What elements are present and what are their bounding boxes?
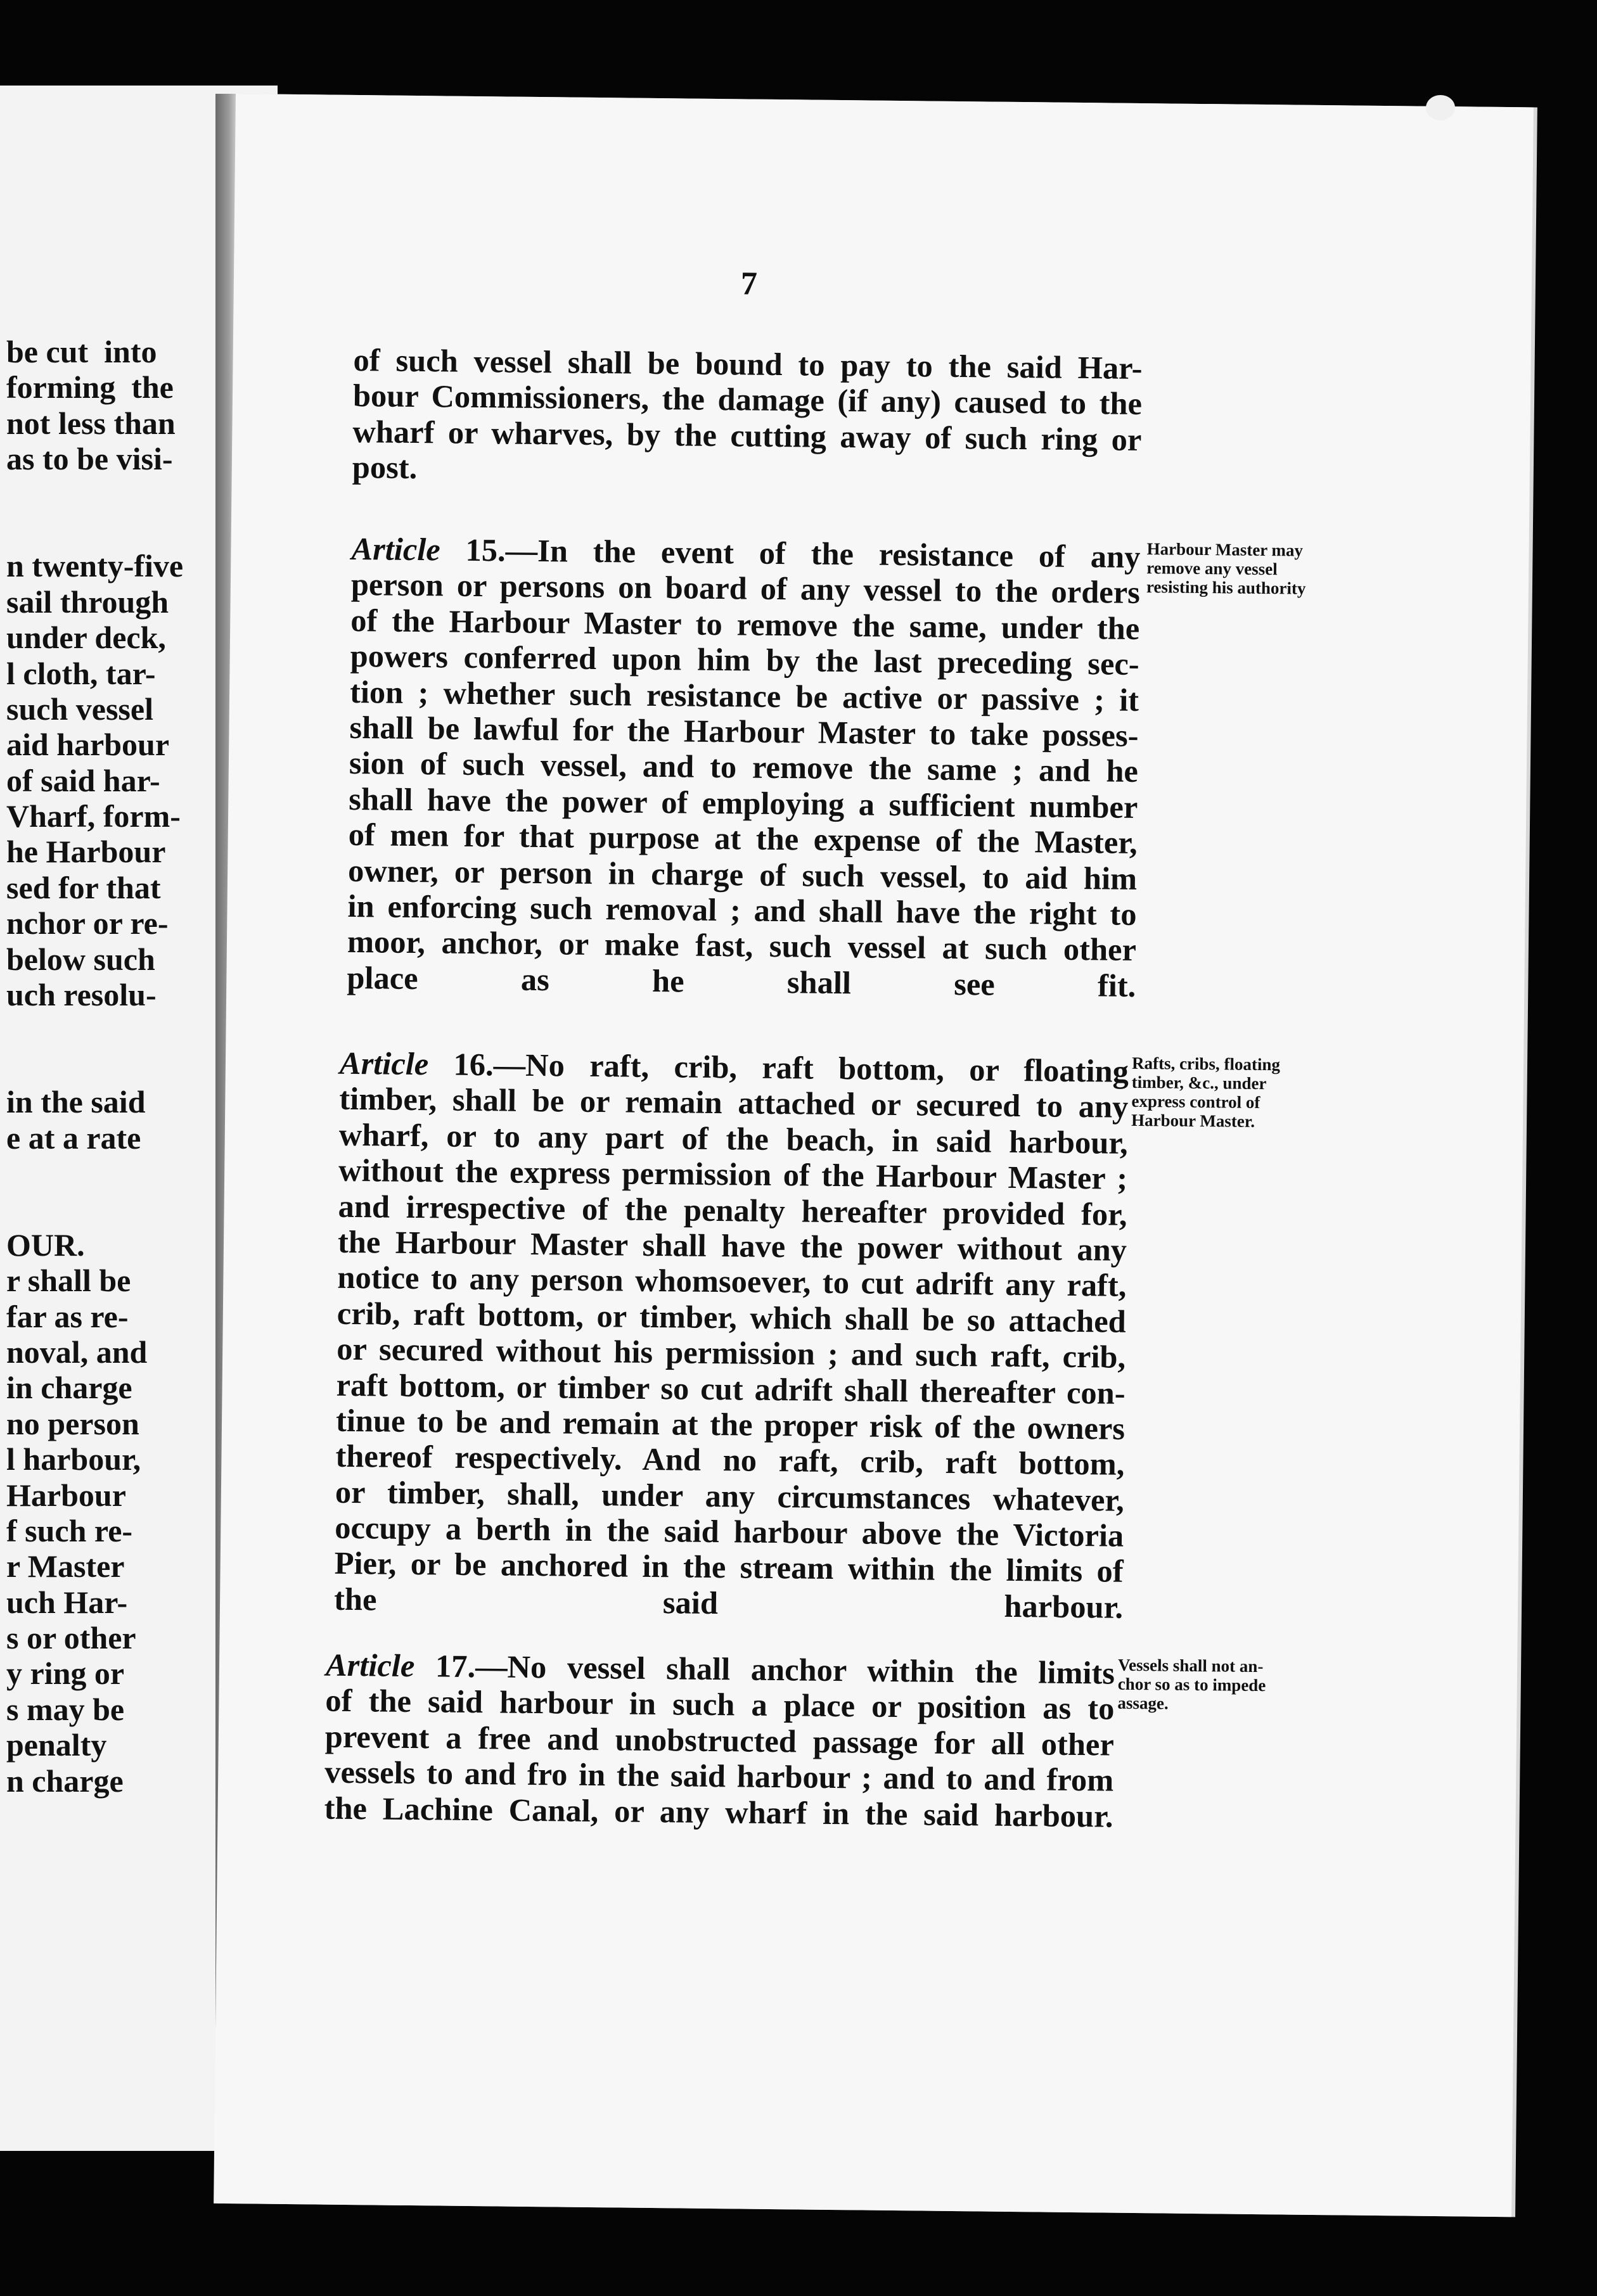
text-line: forming the <box>6 369 174 405</box>
text-line: the Harbour Master shall have the power without any <box>337 1223 1127 1268</box>
margin-note-article-16 <box>1131 1054 1347 1132</box>
text-line: r shall be <box>6 1263 131 1299</box>
text-line: in the said <box>6 1084 146 1120</box>
text-line: place as he shall see fit. <box>347 959 1136 1004</box>
text-line: vessels to and fro in the said harbour ; and to and from <box>324 1754 1114 1798</box>
text-line: r Master <box>6 1548 125 1585</box>
text-line: resisting his authority <box>1146 577 1306 598</box>
text-line: wharf or wharves, by the cutting away of such ring or <box>352 413 1142 457</box>
text-line: of men for that purpose at the expense of the Master, <box>348 817 1138 861</box>
text-line: aid harbour <box>6 727 170 763</box>
text-line: such vessel <box>6 691 153 727</box>
text-line: assage. <box>1117 1693 1169 1713</box>
article-17-heading: Article <box>325 1647 415 1684</box>
text-line: nchor or re- <box>6 905 169 941</box>
text-line: shall be lawful for the Harbour Master to take posses- <box>349 709 1139 753</box>
article-16 <box>334 1045 1129 1625</box>
text-line <box>6 1012 196 1048</box>
text-line: Harbour Master may <box>1146 539 1304 560</box>
text-line: l cloth, tar- <box>6 655 156 691</box>
text-line: and irrespective of the penalty hereafter provided for, <box>338 1188 1127 1232</box>
article-17-first-line: Article 17.—No vessel shall anchor within the limits <box>325 1647 1115 1691</box>
text-line: e at a rate <box>6 1119 141 1156</box>
text-line: OUR. <box>6 1227 85 1263</box>
right-page <box>214 94 1534 2217</box>
article-17 <box>324 1647 1115 1834</box>
text-line: the said harbour. <box>333 1581 1124 1625</box>
text-line: the Lachine Canal, or any wharf in the said harbour. <box>324 1790 1113 1834</box>
text-line: uch Har- <box>6 1584 128 1620</box>
text-line: occupy a berth in the said harbour above the Victoria <box>335 1509 1124 1553</box>
text-line: owner, or person in charge of such vessel, to aid him <box>347 852 1138 896</box>
text-line <box>6 477 196 513</box>
text-line: in enforcing such removal ; and shall have the right to <box>347 888 1137 932</box>
text-line <box>6 1049 196 1084</box>
left-page-text <box>6 334 196 1799</box>
text-line: prevent a free and unobstructed passage for all other <box>324 1718 1115 1763</box>
text-line: of the Harbour Master to remove the same, under the <box>350 602 1140 646</box>
text-line: wharf, or to any part of the beach, in said harbour, <box>338 1116 1129 1161</box>
text-line: notice to any person whomsoever, to cut adrift any raft, <box>337 1260 1127 1304</box>
text-line: sion of such vessel, and to remove the same ; and he <box>349 745 1139 789</box>
text-line: uch resolu- <box>6 977 157 1013</box>
text-line: thereof respectively. And no raft, crib, raft bottom, <box>335 1438 1125 1483</box>
text-line: bour Commissioners, the damage (if any) caused to the <box>352 378 1143 422</box>
text-line: noval, and <box>6 1334 148 1370</box>
text-line: remove any vessel <box>1146 558 1278 579</box>
text-line: Rafts, cribs, floating <box>1131 1053 1281 1075</box>
text-line: far as re- <box>6 1298 129 1334</box>
intro-paragraph <box>352 342 1143 494</box>
text-line: l harbour, <box>6 1441 141 1477</box>
text-line <box>6 513 196 548</box>
page-number: 7 <box>740 265 758 302</box>
text-line: person or persons on board of any vessel to the orders <box>350 566 1141 611</box>
text-line: Harbour Master. <box>1131 1110 1255 1131</box>
text-line: of said har- <box>6 762 160 798</box>
text-line: timber, shall be or remain attached or secured to any <box>339 1081 1129 1125</box>
text-line: y ring or <box>6 1655 125 1692</box>
text-line: sail through <box>6 584 169 620</box>
article-15 <box>347 531 1141 1004</box>
text-line: post. <box>352 449 418 486</box>
text-line: tion ; whether such resistance be active or passive ; it <box>349 673 1139 718</box>
article-15-first-line: Article 15.—In the event of the resistance of any <box>351 530 1141 575</box>
text-line: in charge <box>6 1370 132 1406</box>
text-line: Vessels shall not an- <box>1117 1655 1264 1676</box>
text-line: Harbour <box>6 1477 126 1513</box>
text-line: he Harbour <box>6 834 166 870</box>
text-line: without the express permission of the Harbour Master ; <box>338 1152 1128 1196</box>
text-line: express control of <box>1131 1091 1260 1113</box>
article-16-first-line: Article 16.—No raft, crib, raft bottom, or floating <box>339 1045 1129 1089</box>
text-line: below such <box>6 941 155 977</box>
margin-note-article-15 <box>1146 539 1363 599</box>
text-line: as to be visi- <box>6 441 173 477</box>
dust-speck <box>1426 95 1455 120</box>
text-line: s may be <box>6 1691 125 1727</box>
text-line <box>6 1191 196 1227</box>
text-line: powers conferred upon him by the last preceding sec- <box>350 638 1139 682</box>
text-line <box>6 1156 196 1191</box>
text-line: tinue to be and remain at the proper risk of the owners <box>335 1402 1126 1446</box>
text-line: crib, raft bottom, or timber, which shall be so attached <box>337 1295 1127 1339</box>
text-line: of such vessel shall be bound to pay to the said Har- <box>353 341 1143 386</box>
text-line: sed for that <box>6 869 161 905</box>
text-line: under deck, <box>6 620 166 656</box>
text-line: chor so as to impede <box>1117 1674 1266 1695</box>
text-line: Vharf, form- <box>6 798 181 834</box>
text-line: no person <box>6 1405 139 1441</box>
text-line: n charge <box>6 1763 124 1799</box>
text-line: penalty <box>6 1727 107 1763</box>
text-line: Pier, or be anchored in the stream within the limits of <box>334 1545 1124 1590</box>
text-line: or timber, shall, under any circumstances whatever, <box>335 1474 1125 1518</box>
text-line: be cut into <box>6 334 157 369</box>
text-line: f such re- <box>6 1512 133 1548</box>
text-line: moor, anchor, or make fast, such vessel at such other <box>347 924 1137 968</box>
text-line: raft bottom, or timber so cut adrift shall thereafter con- <box>336 1367 1126 1411</box>
text-line: s or other <box>6 1620 136 1656</box>
text-line: of the said harbour in such a place or position as to <box>325 1683 1115 1727</box>
article-15-heading: Article <box>351 530 441 568</box>
text-line: or secured without his permission ; and such raft, crib, <box>336 1330 1126 1375</box>
margin-note-article-17 <box>1117 1655 1333 1715</box>
text-line: n twenty-five <box>6 548 184 584</box>
text-line: not less than <box>6 405 176 441</box>
article-16-heading: Article <box>339 1045 429 1082</box>
text-line: timber, &c., under <box>1131 1072 1267 1094</box>
text-line: shall have the power of employing a sufficient number <box>349 781 1138 825</box>
